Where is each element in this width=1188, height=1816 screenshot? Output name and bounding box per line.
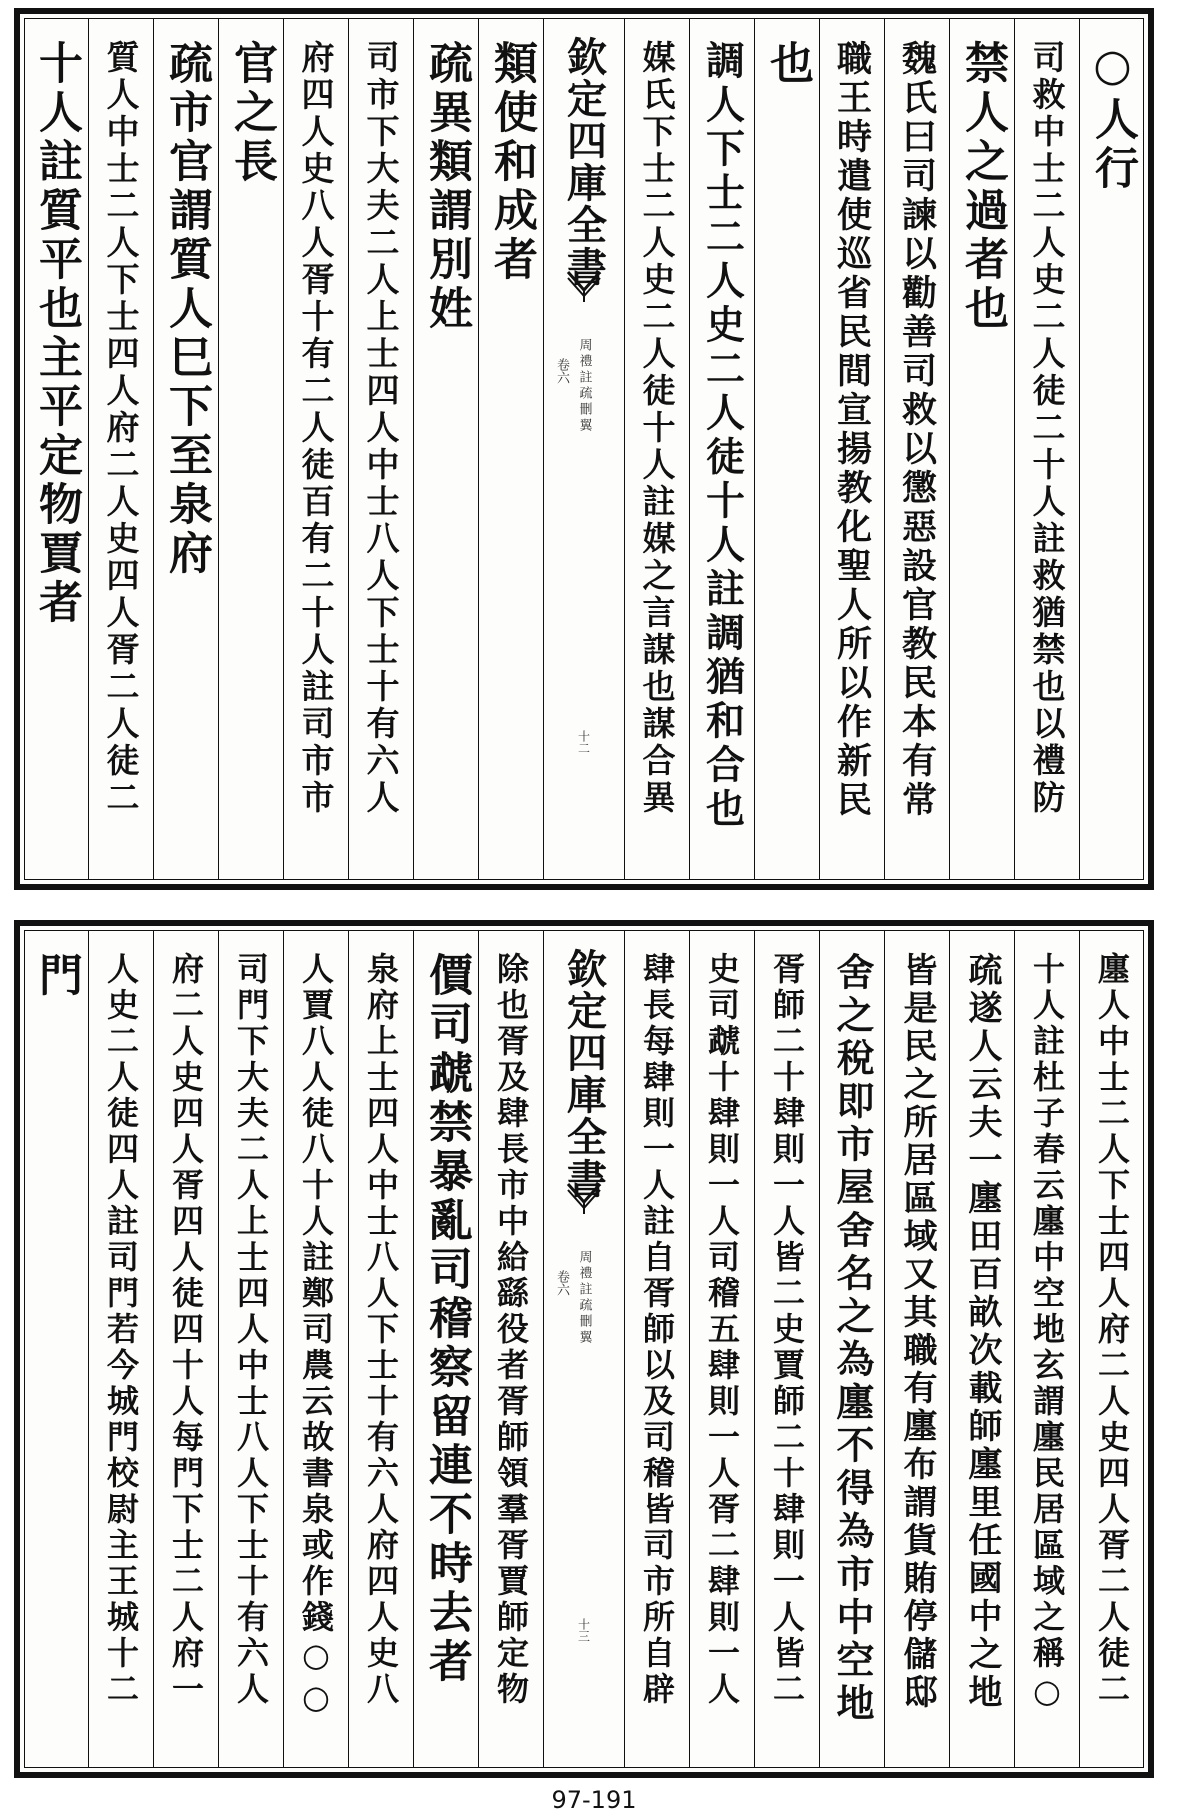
column-text: 肆長每肆則一人註自胥師以及司稽皆司市所自辟 bbox=[638, 952, 676, 1708]
page-number: 97-191 bbox=[551, 1786, 637, 1814]
column-text: 府二人史四人胥四人徒四十人每門下士二人府一 bbox=[167, 952, 205, 1708]
text-column bbox=[218, 930, 283, 1768]
text-column bbox=[1079, 930, 1144, 1768]
text-column bbox=[88, 930, 153, 1768]
top-columns bbox=[24, 18, 1144, 880]
column-text: ○人行 bbox=[1087, 40, 1138, 194]
text-column bbox=[348, 930, 413, 1768]
text-column bbox=[153, 930, 218, 1768]
text-column bbox=[754, 18, 819, 880]
text-column bbox=[1014, 930, 1079, 1768]
center-margin bbox=[543, 930, 624, 1768]
column-text: 胥師二十肆則一人皆二史賈師二十肆則一人皆二 bbox=[768, 952, 806, 1708]
column-text: 媒氏下士二人史二人徒十人註媒之言謀也謀合異 bbox=[637, 40, 677, 817]
book-title: 周禮註疏刪翼 bbox=[576, 338, 592, 434]
column-text: 禁人之過者也 bbox=[957, 40, 1008, 334]
text-column bbox=[949, 930, 1014, 1768]
text-column bbox=[884, 930, 949, 1768]
book-title: 周禮註疏刪翼 bbox=[576, 1250, 592, 1346]
column-text: 官之長 bbox=[226, 40, 277, 187]
fish-tail-mark-icon bbox=[566, 268, 602, 304]
column-text: 門 bbox=[31, 952, 82, 1001]
column-text: 類使和成者 bbox=[486, 40, 537, 285]
text-column bbox=[24, 930, 88, 1768]
column-text: 史司虣十肆則一人司稽五肆則一人胥二肆則一人 bbox=[703, 952, 741, 1708]
column-text: 十人註質平也主平定物賈者 bbox=[31, 40, 82, 628]
column-text: 十人註杜子春云廛中空地玄謂廛民居區域之稱○ bbox=[1028, 952, 1066, 1714]
text-column bbox=[348, 18, 413, 880]
text-column bbox=[478, 930, 543, 1768]
column-text: 價司虣禁暴亂司稽察留連不時去者 bbox=[421, 952, 472, 1687]
volume-label: 卷六 bbox=[554, 1270, 569, 1296]
text-column bbox=[413, 930, 478, 1768]
text-column bbox=[218, 18, 283, 880]
column-text: 舍之稅即市屋舍名之為廛不得為市中空地 bbox=[830, 952, 875, 1726]
text-column bbox=[689, 18, 754, 880]
column-text: 司市下大夫二人上士四人中士八人下士十有六人 bbox=[361, 40, 401, 817]
text-column bbox=[1014, 18, 1079, 880]
column-text: 除也胥及肆長市中給繇役者胥師領羣胥賈師定物 bbox=[492, 952, 530, 1708]
column-text: 質人中士二人下士四人府二人史四人胥二人徒二 bbox=[101, 40, 141, 817]
leaf-number: 十三 bbox=[576, 1618, 591, 1642]
column-text: 人史二人徒四人註司門若今城門校尉主王城十二 bbox=[102, 952, 140, 1708]
column-text: 疏市官謂質人巳下至泉府 bbox=[161, 40, 212, 579]
text-column bbox=[624, 930, 689, 1768]
top-page bbox=[14, 8, 1154, 890]
column-text: 人賈八人徒八十人註鄭司農云故書泉或作錢○○ bbox=[297, 952, 335, 1720]
column-text: 職王時遣使巡省民間宣揚教化聖人所以作新民 bbox=[831, 40, 873, 820]
text-column bbox=[283, 18, 348, 880]
leaf-number: 十二 bbox=[576, 730, 591, 754]
text-column bbox=[819, 930, 884, 1768]
text-column bbox=[819, 18, 884, 880]
column-text: 魏氏曰司諫以勸善司救以懲惡設官教民本有常 bbox=[896, 40, 938, 820]
bottom-page bbox=[14, 920, 1154, 1778]
text-column bbox=[1079, 18, 1144, 880]
text-column bbox=[949, 18, 1014, 880]
column-text: 疏遂人云夫一廛田百畝次載師廛里任國中之地 bbox=[962, 952, 1002, 1712]
text-column bbox=[689, 930, 754, 1768]
bottom-columns bbox=[24, 930, 1144, 1768]
text-column bbox=[88, 18, 153, 880]
text-column bbox=[413, 18, 478, 880]
text-column bbox=[884, 18, 949, 880]
column-text: 疏異類謂別姓 bbox=[421, 40, 472, 334]
column-text: 府四人史八人胥十有二人徒百有二十人註司市市 bbox=[296, 40, 336, 817]
volume-label: 卷六 bbox=[554, 358, 569, 384]
column-text: 廛人中士二人下士四人府二人史四人胥二人徒二 bbox=[1093, 952, 1131, 1708]
column-text: 皆是民之所居區域又其職有廛布謂貨賄停儲邸 bbox=[897, 952, 937, 1712]
column-text: 司門下大夫二人上士四人中士八人下士十有六人 bbox=[232, 952, 270, 1708]
text-column bbox=[283, 930, 348, 1768]
column-text: 泉府上士四人中士八人下士十有六人府四人史八 bbox=[362, 952, 400, 1708]
text-column bbox=[624, 18, 689, 880]
column-text: 調人下士二人史二人徒十人註調猶和合也 bbox=[699, 40, 746, 832]
text-column bbox=[153, 18, 218, 880]
center-margin bbox=[543, 18, 624, 880]
collection-title: 欽定四庫全書 bbox=[560, 36, 608, 288]
text-column bbox=[754, 930, 819, 1768]
fish-tail-mark-icon bbox=[566, 1180, 602, 1216]
column-text: 也 bbox=[762, 40, 813, 89]
collection-title: 欽定四庫全書 bbox=[560, 948, 608, 1200]
column-text: 司救中士二人史二人徒二十人註救猶禁也以禮防 bbox=[1027, 40, 1067, 817]
text-column bbox=[24, 18, 88, 880]
text-column bbox=[478, 18, 543, 880]
